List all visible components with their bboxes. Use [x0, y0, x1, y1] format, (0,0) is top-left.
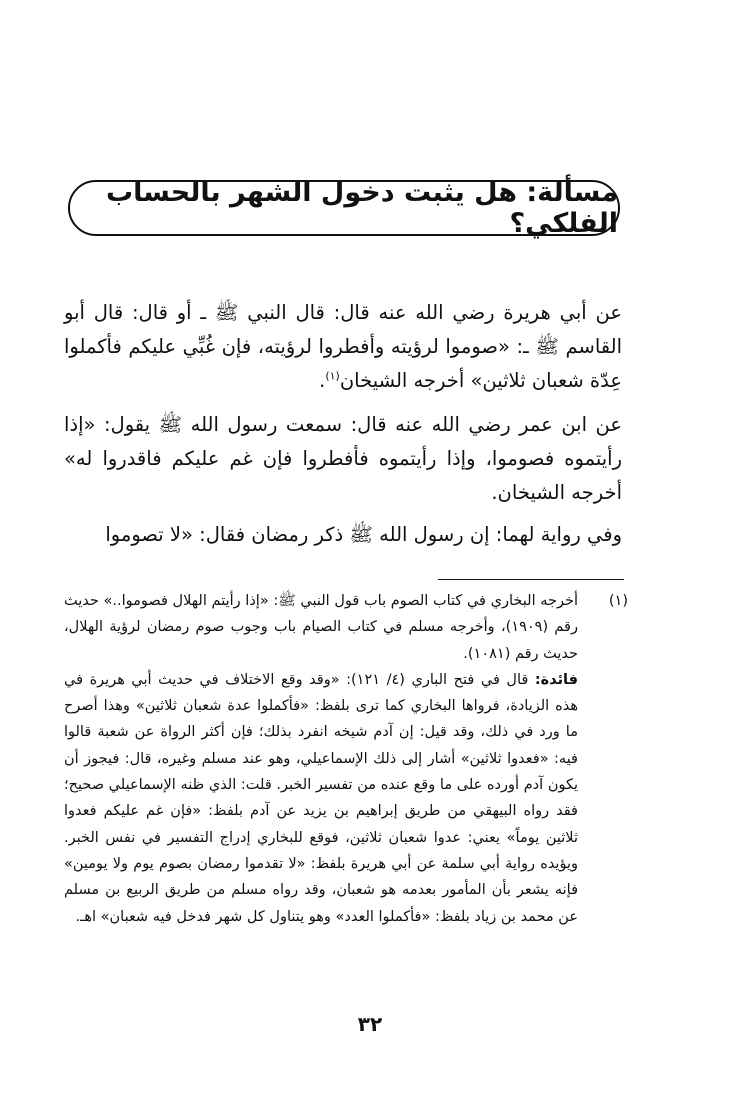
- footnote-benefit-text: قال في فتح الباري (٤/ ١٢١): «وقد وقع الاختلاف في حديث أبي هريرة في هذه الزيادة، فرواها البخاري كما ترى بلفظ: «فأكملوا عدة شعبان ثلاثين» وهذا أصرح ما ورد في ذلك، وقد قيل: إن آدم شيخه انفرد بذلك؛ فإن أكثر الرواة عن شعبة قالوا فيه: «فعدوا ثلاثين» أشار إلى ذلك الإسماعيلي، وهو عند مسلم وغيره، قال: فيجوز أن يكون آدم أورده على ما وقع عنده من تفسير الخبر. قلت: الذي ظنه الإسماعيلي صحيح؛ فقد رواه البيهقي من طريق إبراهيم بن يزيد عن آدم بلفظ: «فإن غم عليكم فعدوا ثلاثين يوماً» يعني: عدوا شعبان ثلاثين، فوقع للبخاري إدراج التفسير في نفس الخبر. ويؤيده رواية أبي سلمة عن أبي هريرة بلفظ: «لا تقدموا رمضان بصوم يوم ولا يومين» فإنه يشعر بأن المأمور بعدمه هو شعبان، وقد رواه مسلم من طريق الربيع بن مسلم عن محمد بن زياد بلفظ: «فأكملوا العدد» وهو يتناول كل شهر فدخل فيه شعبان» اهـ.: [64, 671, 578, 925]
- footnote-benefit-label: فائدة:: [534, 671, 578, 688]
- page-number: ٣٢: [357, 1012, 383, 1036]
- footnote: [64, 588, 628, 930]
- footnote-number: (١): [608, 593, 628, 609]
- footnote-reference[interactable]: (١): [325, 369, 340, 383]
- section-title-box: [68, 177, 620, 239]
- paragraph-1-end: .: [319, 369, 326, 392]
- paragraph-3-text: وفي رواية لهما: إن رسول الله ﷺ ذكر رمضان فقال: «لا تصوموا: [105, 523, 622, 546]
- paragraph-2: عن ابن عمر رضي الله عنه قال: سمعت رسول الله ﷺ يقول: «إذا رأيتموه فصوموا، وإذا رأيتموه فأفطروا فإن غم عليكم فاقدروا له» أخرجه الشيخان.: [64, 413, 622, 504]
- footnote-source: أخرجه البخاري في كتاب الصوم باب قول النبي ﷺ: «إذا رأيتم الهلال فصوموا..» حديث رقم (١٩٠٩)، وأخرجه مسلم في كتاب الصيام باب وجوب صوم رمضان لرؤية الهلال، حديث رقم (١٠٨١).: [64, 593, 578, 662]
- footnote-body: [64, 588, 578, 930]
- paragraph-1-text: عن أبي هريرة رضي الله عنه قال: قال النبي ﷺ ـ أو قال: قال أبو القاسم ﷺ ـ: «صوموا لرؤيته وأفطروا لرؤيته، فإن غُبِّي عليكم فأكملوا عِدّة شعبان ثلاثين» أخرجه الشيخان: [64, 301, 622, 392]
- section-title: مسألة: هل يثبت دخول الشهر بالحساب الفلكي؟: [106, 177, 618, 239]
- footnote-separator: [438, 579, 624, 580]
- footnote-benefit: [64, 667, 578, 930]
- paragraph-3: [64, 518, 622, 552]
- paragraph-1: [64, 296, 622, 398]
